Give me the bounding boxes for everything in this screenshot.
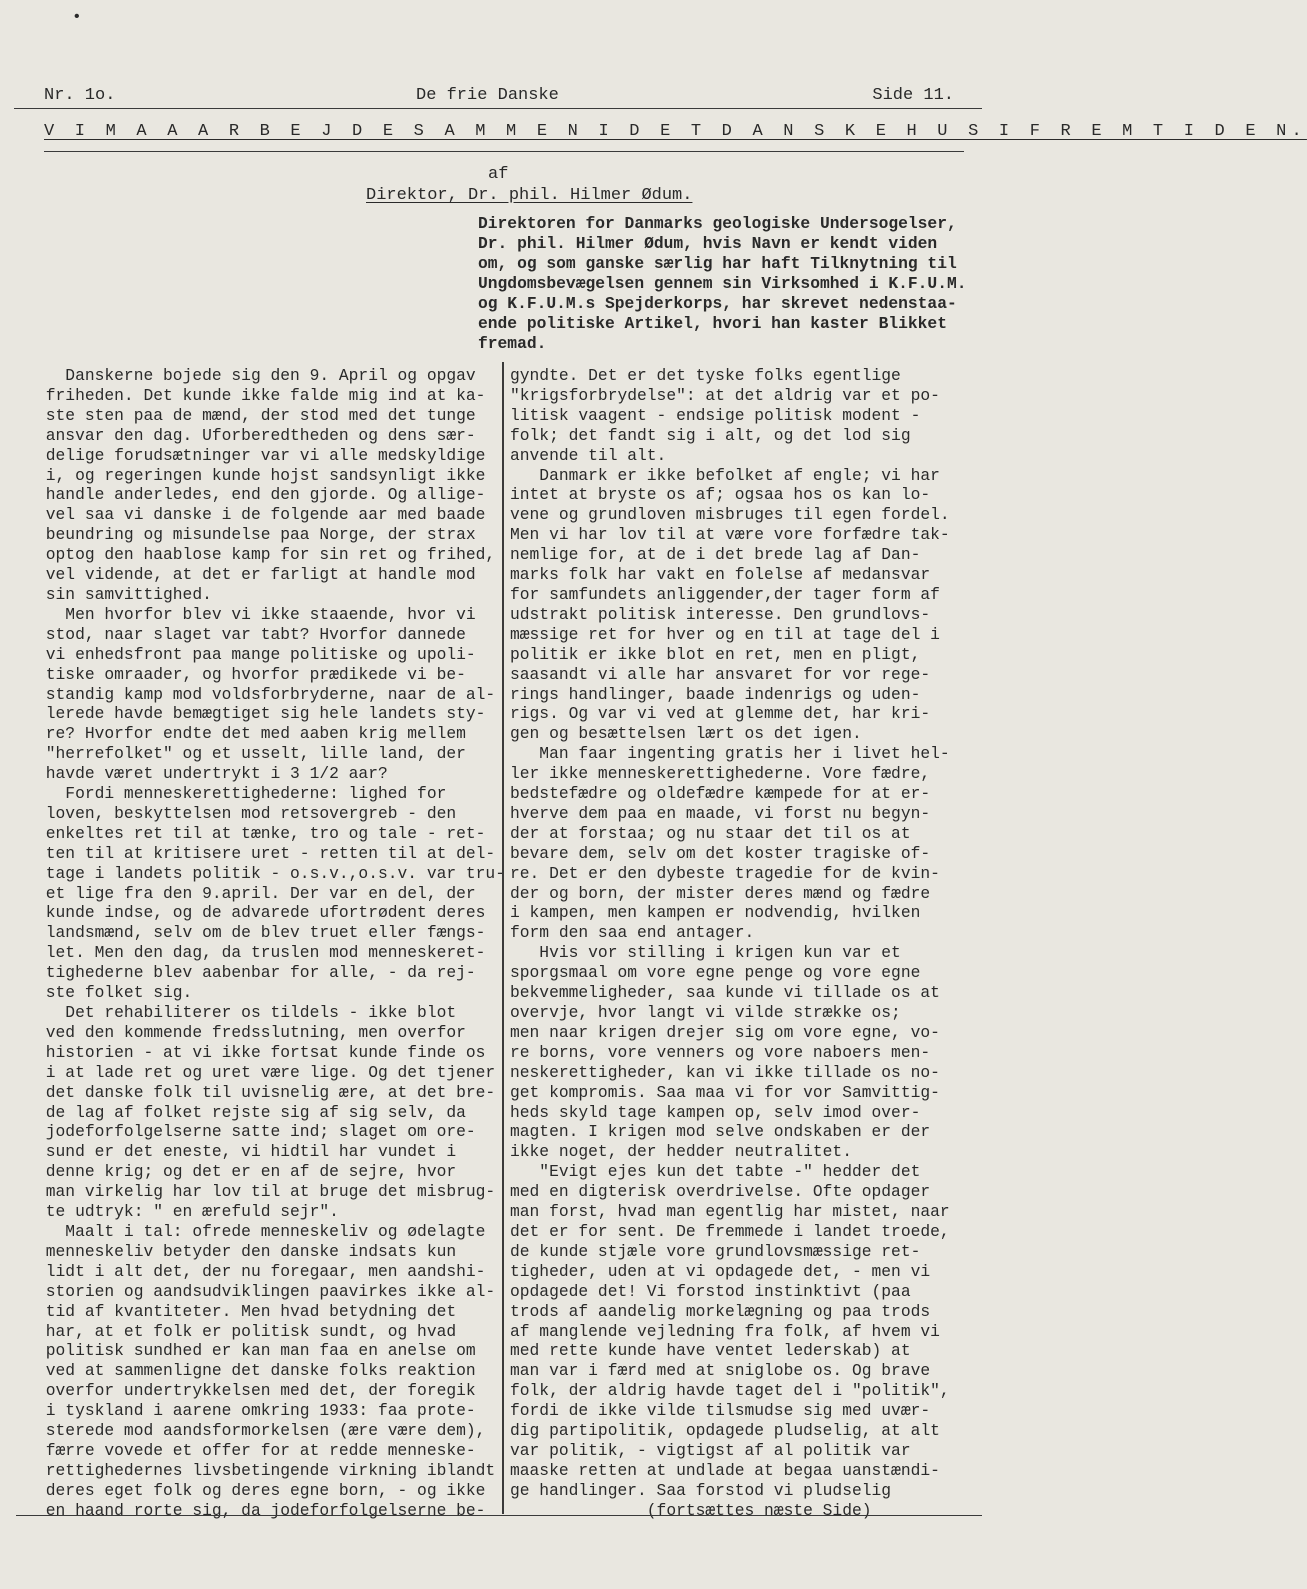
left-column-text — [36, 366, 505, 1521]
text-line: Maalt i tal: ofrede menneskeliv og ødelagte — [36, 1221, 486, 1241]
text-line: bedstefædre og oldefædre kæmpede for at er- — [510, 784, 931, 804]
text-line: optog den haablose kamp for sin ret og frihed, — [36, 545, 496, 565]
footer-rule — [16, 1515, 982, 1516]
text-line: tage i landets politik - o.s.v.,o.s.v. var tru- — [36, 863, 505, 883]
text-line: de lag af folket rejste sig af sig selv, da — [36, 1102, 466, 1122]
intro-line: Dr. phil. Hilmer Ødum, hvis Navn er kendt viden — [478, 234, 938, 253]
text-line: trods af aandelig morkelægning og paa trods — [510, 1301, 931, 1321]
text-line: storien og aandsudviklingen paavirkes ikke al- — [36, 1281, 496, 1301]
text-line: de kunde stjæle vore grundlovsmæssige ret- — [510, 1241, 921, 1261]
text-line: anvende til alt. — [510, 445, 667, 465]
text-line: intet at bryste os af; ogsaa hos os kan lo- — [510, 485, 931, 505]
text-line: nemlige for, at de i det brede lag af Dan- — [510, 545, 921, 565]
text-line: politik er ikke blot en ret, men en pligt, — [510, 644, 921, 664]
intro-line: fremad. — [478, 334, 547, 353]
text-line: sund er det eneste, vi hidtil har vundet i — [36, 1142, 457, 1162]
intro-line: Direktoren for Danmarks geologiske Undersogelser, — [478, 214, 957, 233]
text-line: landsmænd, selv om de blev truet eller fængs- — [36, 923, 486, 943]
article-author: Direktor, Dr. phil. Hilmer Ødum. — [366, 186, 693, 205]
text-line: hverve dem paa en maade, vi forst nu begyn- — [510, 803, 931, 823]
text-line: der at forstaa; og nu staar det til os at — [510, 823, 911, 843]
text-line: man var i færd med at sniglobe os. Og brave — [510, 1361, 931, 1381]
text-line: lidt i alt det, der nu foregaar, men aandshi- — [36, 1261, 486, 1281]
text-line: folk; det fandt sig i alt, og det lod sig — [510, 425, 911, 445]
text-line: handle anderledes, end den gjorde. Og allige- — [36, 485, 486, 505]
text-line: heds skyld tage kampen op, selv imod over- — [510, 1102, 921, 1122]
text-line: kunde indse, og de advarede ufortrødent deres — [36, 903, 486, 923]
text-line: der og born, der mister deres mænd og fædre — [510, 883, 931, 903]
text-line: sterede mod aandsformorkelsen (ære være dem), — [36, 1421, 486, 1441]
text-line: deres eget folk og deres egne born, - og ikke — [36, 1480, 486, 1500]
text-line: vene og grundloven misbruges til egen fordel. — [510, 505, 950, 525]
text-line: Hvis vor stilling i krigen kun var et — [510, 943, 901, 963]
text-line: marks folk har vakt en folelse af medansvar — [510, 565, 931, 585]
text-line: Men vi har lov til at være vore forfædre tak- — [510, 525, 950, 545]
text-line: tid af kvantiteter. Men hvad betydning det — [36, 1301, 457, 1321]
text-line: havde været undertrykt i 3 1/2 aar? — [36, 764, 388, 784]
text-line: tigheder, uden at vi opdagede det, - men vi — [510, 1261, 931, 1281]
text-line: politisk sundhed er kan man faa en anelse om — [36, 1341, 476, 1361]
text-line: man forst, hvad man egentlig har mistet, naar — [510, 1202, 950, 1222]
text-line: Danmark er ikke befolket af engle; vi har — [510, 465, 940, 485]
text-line: man virkelig har lov til at bruge det misbrug- — [36, 1182, 496, 1202]
text-line: let. Men den dag, da truslen mod menneskeret- — [36, 943, 486, 963]
byline-prefix: af — [488, 165, 509, 184]
text-line: tiske omraader, og hvorfor prædikede vi be- — [36, 664, 466, 684]
text-line: lerede havde bemægtiget sig hele landets sty- — [36, 704, 486, 724]
page-number: Side 11. — [872, 86, 954, 105]
text-line: i, og regeringen kunde hojst sandsynligt ikke — [36, 465, 486, 485]
text-line: ansvar den dag. Uforberedtheden og dens sær- — [36, 425, 476, 445]
text-line: sporgsmaal om vore egne penge og vore egne — [510, 963, 921, 983]
text-line: fordi de ikke vilde tilsmudse sig med uvær- — [510, 1401, 931, 1421]
text-line: Det rehabiliterer os tildels - ikke blot — [36, 1003, 457, 1022]
text-line: get kompromis. Saa maa vi for vor Samvittig- — [510, 1082, 940, 1102]
text-line: mæssige ret for hver og en til at tage del i — [510, 624, 940, 644]
text-line: loven, beskyttelsen mod retsovergreb - den — [36, 803, 457, 823]
text-line: overvje, hvor langt vi vilde strække os; — [510, 1003, 901, 1022]
text-line: stod, naar slaget var tabt? Hvorfor dannede — [36, 624, 466, 644]
text-line: re? Hvorfor endte det med aaben krig mellem — [36, 724, 466, 744]
column-divider — [502, 362, 504, 1514]
text-line: af manglende vejledning fra folk, af hvem vi — [510, 1321, 940, 1341]
text-line: menneskeliv betyder den danske indsats kun — [36, 1241, 457, 1261]
text-line: i kampen, men kampen er nodvendig, hvilken — [510, 903, 921, 923]
text-line: med rette kunde have ventet lederskab) at — [510, 1341, 911, 1361]
text-line: ste sten paa de mænd, der stod med det tunge — [36, 405, 476, 425]
text-line: rings handlinger, baade indenrigs og uden- — [510, 684, 921, 704]
text-line: det er for sent. De fremmede i landet troede, — [510, 1221, 950, 1241]
text-line: maaske retten at undlade at begaa uanstændi- — [510, 1460, 940, 1480]
text-line: jodeforfolgelserne satte ind; slaget om ore- — [36, 1122, 476, 1142]
intro-line: og K.F.U.M.s Spejderkorps, har skrevet nedenstaa- — [478, 294, 957, 313]
text-line: men naar krigen drejer sig om vore egne, vo- — [510, 1022, 940, 1042]
text-line: standig kamp mod voldsforbryderne, naar de al- — [36, 684, 496, 704]
text-line: rigs. Og var vi ved at glemme det, har kri- — [510, 704, 931, 724]
text-line: (fortsættes næste Side) — [510, 1500, 872, 1520]
text-line: re. Det er den dybeste tragedie for de kvin- — [510, 863, 940, 883]
page-header — [44, 86, 954, 108]
text-line: te udtryk: " en ærefuld sejr". — [36, 1202, 339, 1222]
publication-name: De frie Danske — [416, 86, 559, 105]
text-line: vel saa vi danske i de folgende aar med baade — [36, 505, 486, 525]
text-line: et lige fra den 9.april. Der var en del, der — [36, 883, 476, 903]
text-line: opdagede det! Vi forstod instinktivt (paa — [510, 1281, 911, 1301]
text-line: bekvemmeligheder, saa kunde vi tillade os at — [510, 983, 940, 1003]
text-line: litisk vaagent - endsige politisk modent - — [510, 405, 921, 425]
text-line: en haand rorte sig, da jodeforfolgelserne be- — [36, 1500, 486, 1520]
text-line: enkeltes ret til at tænke, tro og tale - ret- — [36, 823, 486, 843]
text-line: friheden. Det kunde ikke falde mig ind at ka- — [36, 385, 486, 405]
text-line: ved den kommende fredsslutning, men overfor — [36, 1022, 466, 1042]
text-line: "Evigt ejes kun det tabte -" hedder det — [510, 1162, 921, 1182]
text-line: "krigsforbrydelse": at det aldrig var et po- — [510, 385, 940, 405]
text-line: ten til at kritisere uret - retten til at del- — [36, 843, 496, 863]
text-line: Danskerne bojede sig den 9. April og opgav — [36, 366, 476, 385]
text-line: ikke noget, der hedder neutralitet. — [510, 1142, 852, 1162]
text-line: færre vovede et offer for at redde menneske- — [36, 1440, 476, 1460]
text-line: bevare dem, selv om det koster tragiske of- — [510, 843, 931, 863]
text-line: beundring og misundelse paa Norge, der strax — [36, 525, 476, 545]
text-line: denne krig; og det er en af de sejre, hvor — [36, 1162, 457, 1182]
text-line: udstrakt politisk interesse. Den grundlovs- — [510, 604, 931, 624]
ink-mark: • — [72, 8, 82, 26]
text-line: gyndte. Det er det tyske folks egentlige — [510, 366, 901, 385]
text-line: vi enhedsfront paa mange politiske og upoli- — [36, 644, 476, 664]
issue-number: Nr. 1o. — [44, 86, 116, 105]
text-line: delige forudsætninger var vi alle medskyldige — [36, 445, 486, 465]
text-line: i tyskland i aarene omkring 1933: faa prote- — [36, 1401, 476, 1421]
text-line: neskerettigheder, kan vi ikke tillade os no- — [510, 1062, 940, 1082]
text-line: rettighedernes livsbetingende virkning iblandt — [36, 1460, 496, 1480]
article-title: V I M A A A R B E J D E S A M M E N I D E T D A N S K E H U S I F R E M T I D E N. — [44, 122, 1307, 141]
text-line: har, at et folk er politisk sundt, og hvad — [36, 1321, 457, 1341]
text-line: folk, der aldrig havde taget del i "politik", — [510, 1381, 950, 1401]
intro-line: ende politiske Artikel, hvori han kaster Blikket — [478, 314, 947, 333]
text-line: dig partipolitik, opdagede pludselig, at alt — [510, 1421, 940, 1441]
text-line: overfor undertrykkelsen med det, der foregik — [36, 1381, 476, 1401]
text-line: tighederne blev aabenbar for alle, - da rej- — [36, 963, 476, 983]
intro-line: om, og som ganske særlig har haft Tilknytning til — [478, 254, 957, 273]
text-line: historien - at vi ikke fortsat kunde finde os — [36, 1042, 486, 1062]
right-column-text — [510, 366, 980, 1521]
text-line: i at lade ret og uret være lige. Og det tjener — [36, 1062, 496, 1082]
text-line: ler ikke menneskerettighederne. Vore fædre, — [510, 764, 931, 784]
text-line: det danske folk til uvisnelig ære, at det bre- — [36, 1082, 496, 1102]
text-line: Fordi menneskerettighederne: lighed for — [36, 784, 447, 804]
title-rule — [44, 151, 964, 152]
text-line: Man faar ingenting gratis her i livet hel- — [510, 744, 950, 764]
text-line: med en digterisk overdrivelse. Ofte opdager — [510, 1182, 931, 1202]
text-line: vel vidende, at det er farligt at handle mod — [36, 565, 476, 585]
text-line: magten. I krigen mod selve ondskaben er der — [510, 1122, 931, 1142]
intro-line: Ungdomsbevægelsen gennem sin Virksomhed i K.F.U.M. — [478, 274, 967, 293]
article-intro — [478, 214, 978, 354]
text-line: gen og besættelsen lært os det igen. — [510, 724, 862, 744]
text-line: var politik, - vigtigst af al politik var — [510, 1440, 911, 1460]
text-line: ved at sammenligne det danske folks reaktion — [36, 1361, 476, 1381]
text-line: ge handlinger. Saa forstod vi pludselig — [510, 1480, 892, 1500]
text-line: ste folket sig. — [36, 983, 193, 1003]
text-line: sin samvittighed. — [36, 584, 212, 604]
text-line: Men hvorfor blev vi ikke staaende, hvor vi — [36, 604, 476, 624]
text-line: for samfundets anliggender,der tager form af — [510, 584, 940, 604]
text-line: "herrefolket" og et usselt, lille land, der — [36, 744, 466, 764]
text-line: saasandt vi alle har ansvaret for vor rege- — [510, 664, 931, 684]
text-line: form den saa end antager. — [510, 923, 755, 943]
text-line: re borns, vore venners og vore naboers men- — [510, 1042, 931, 1062]
header-rule — [14, 108, 982, 109]
